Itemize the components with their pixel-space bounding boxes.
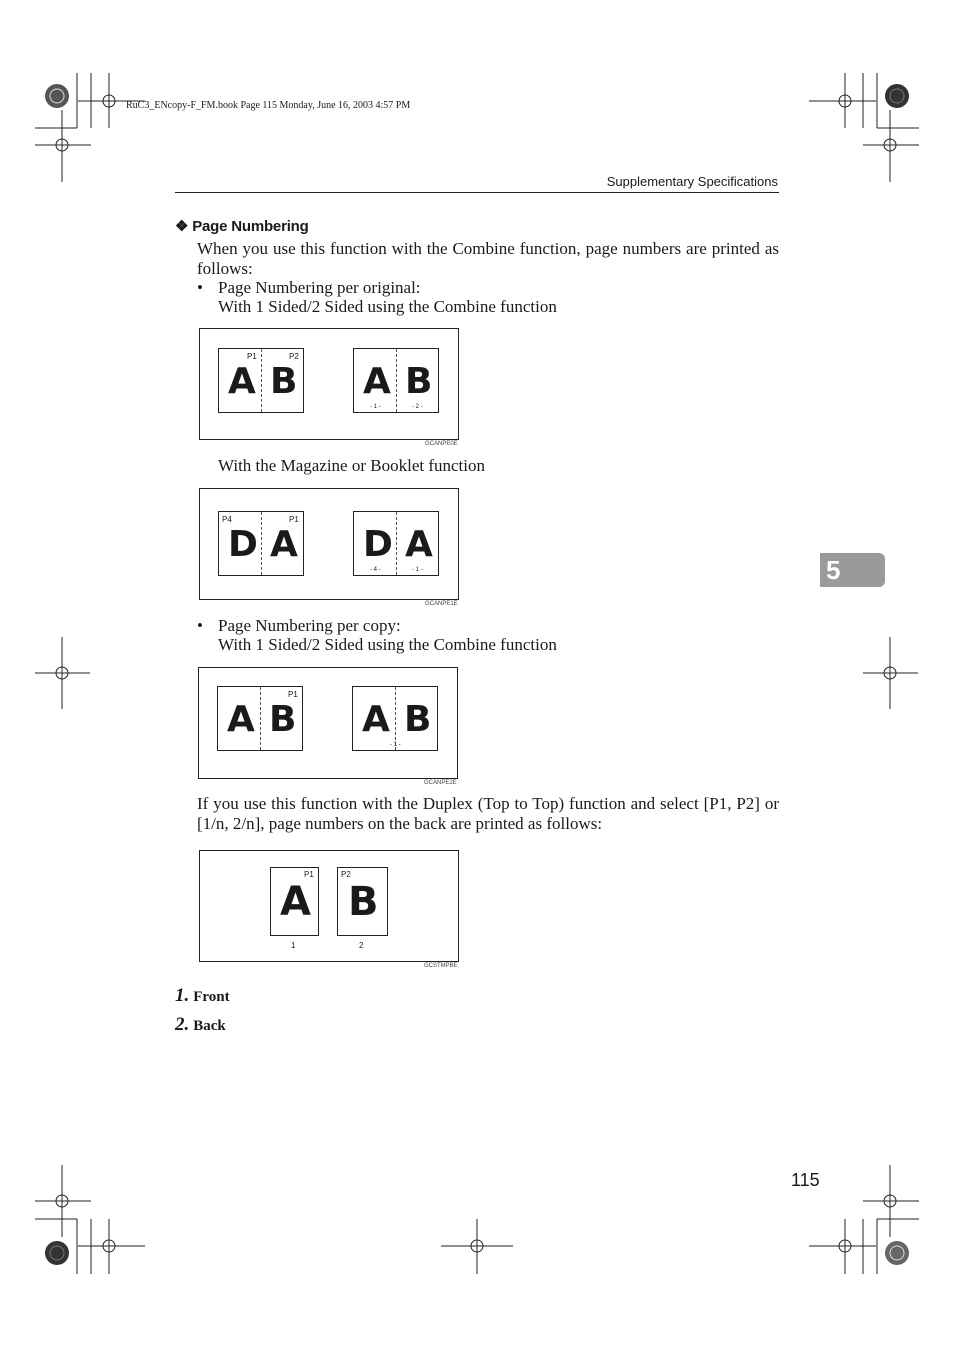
- fold-line: [396, 512, 397, 575]
- back-sheet: [337, 867, 388, 936]
- book-info: RuC3_ENcopy-F_FM.book Page 115 Monday, June 16, 2003 4:57 PM: [126, 100, 411, 111]
- page-letter: A: [227, 699, 255, 740]
- fold-line: [261, 512, 262, 575]
- original-sheet: [218, 511, 304, 576]
- page-number: 115: [791, 1170, 820, 1190]
- fold-line: [261, 349, 262, 412]
- page-tag: P2: [289, 352, 299, 361]
- page-letter: A: [228, 361, 256, 402]
- callout-number: 2: [359, 941, 364, 950]
- page-letter: A: [280, 879, 311, 925]
- step-front: [175, 985, 230, 1007]
- fold-line: [395, 687, 396, 750]
- page-tag: P1: [289, 515, 299, 524]
- figure-code: GCANPE0E: [425, 441, 458, 447]
- figure-code: GCSTMPBE: [424, 963, 458, 969]
- original-sheet: [218, 348, 304, 413]
- step-number: 1.: [175, 985, 190, 1006]
- figure-combine-per-original: [199, 328, 459, 440]
- duplex-paragraph: If you use this function with the Duplex (Top to Top) function and select [P1, P2] or [1/n, 2/n], page numbers on the back are printed as follows:: [197, 794, 779, 833]
- intro-paragraph: When you use this function with the Combine function, page numbers are printed as follows:: [197, 239, 779, 278]
- fold-line: [260, 687, 261, 750]
- diamond-bullet-icon: ❖: [175, 218, 189, 235]
- page-number: - 1 -: [412, 567, 423, 573]
- page-tag: P1: [304, 870, 314, 879]
- figure-magazine-booklet: [199, 488, 459, 600]
- figure-code: GCANPE1E: [425, 601, 458, 607]
- callout-number: 1: [291, 941, 296, 950]
- section-title: [175, 217, 309, 235]
- page-number: - 1 -: [390, 742, 401, 748]
- copy-sheet: [353, 511, 439, 576]
- chapter-tab: 5: [820, 553, 885, 587]
- bullet-text: Page Numbering per copy:: [218, 616, 401, 635]
- header-rule: [175, 192, 779, 193]
- page-number: - 2 -: [412, 404, 423, 410]
- page-letter: A: [363, 361, 391, 402]
- fold-line: [396, 349, 397, 412]
- page-tag: P4: [222, 515, 232, 524]
- page-letter: B: [404, 699, 432, 740]
- page-letter: A: [362, 699, 390, 740]
- page-letter: D: [363, 524, 393, 565]
- page-letter: B: [348, 879, 379, 925]
- step-label: Back: [193, 1018, 226, 1034]
- bullet-dot: •: [197, 278, 203, 297]
- page-letter: A: [270, 524, 298, 565]
- running-title: Supplementary Specifications: [606, 174, 778, 189]
- front-sheet: [270, 867, 319, 936]
- page-tag: P1: [288, 690, 298, 699]
- bullet-text: Page Numbering per original:: [218, 278, 421, 297]
- section-title-text: Page Numbering: [192, 218, 309, 235]
- copy-sheet: [352, 686, 438, 751]
- figure-code: GCANPE2E: [424, 780, 457, 786]
- page-number: - 4 -: [370, 567, 381, 573]
- bullet-dot: •: [197, 616, 203, 635]
- page-letter: D: [228, 524, 258, 565]
- step-back: [175, 1014, 226, 1036]
- original-sheet: [217, 686, 303, 751]
- figure-combine-per-copy: [198, 667, 458, 779]
- copy-sheet: [353, 348, 439, 413]
- magazine-label: With the Magazine or Booklet function: [218, 456, 485, 475]
- page-letter: B: [269, 699, 297, 740]
- page-letter: B: [405, 361, 433, 402]
- bullet-per-copy-sub: With 1 Sided/2 Sided using the Combine function: [218, 635, 557, 654]
- page-number: - 1 -: [370, 404, 381, 410]
- step-label: Front: [193, 989, 230, 1005]
- bullet-per-original-sub: With 1 Sided/2 Sided using the Combine function: [218, 297, 557, 316]
- page-letter: A: [405, 524, 433, 565]
- step-number: 2.: [175, 1014, 190, 1035]
- page-letter: B: [270, 361, 298, 402]
- page-tag: P1: [247, 352, 257, 361]
- page-tag: P2: [341, 870, 351, 879]
- figure-duplex-top-to-top: [199, 850, 459, 962]
